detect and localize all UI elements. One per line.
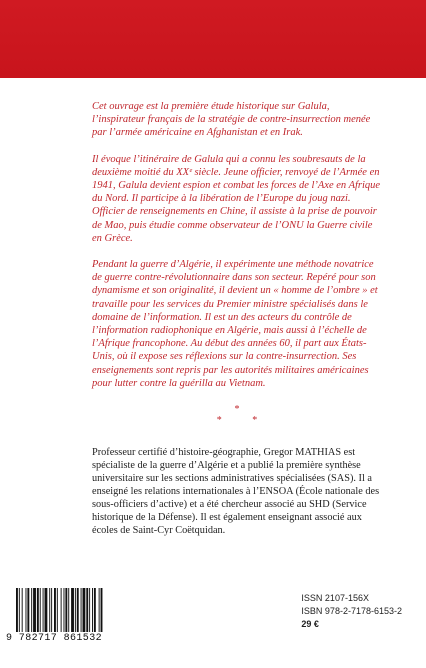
barcode-bar [26, 588, 27, 632]
price-text: 29 € [301, 619, 319, 629]
barcode-bar [27, 588, 29, 632]
isbn-text: ISBN 978-2-7178-6153-2 [301, 606, 402, 616]
barcode-bar [99, 588, 100, 632]
barcode-bar [101, 588, 103, 632]
barcode-bar [57, 588, 58, 632]
barcode-bar [54, 588, 56, 632]
barcode-bar [65, 588, 67, 632]
asterism-top: * [234, 404, 240, 416]
barcode-bar [83, 588, 86, 632]
barcode-bar [92, 588, 93, 632]
barcode-bar [81, 588, 82, 632]
barcode-bar [37, 588, 39, 632]
barcode-digits: 9 782717 861532 [6, 633, 136, 644]
red-header-band [0, 0, 426, 78]
barcode-bars [6, 588, 136, 634]
summary-algeria: Pendant la guerre d’Algérie, il expérimente une méthode novatrice de guerre contre-révolutionnaire dans son secteur. Repéré pour son dynamisme et son originalité, il devient un « homme de l’ombre » et travaille pour les services du Premier ministre spécialisés dans le domaine de l’information. Il est un des acteurs du contrôle de l’information radiophonique en Algérie, mais aussi à l’échelle de l’Afrique francophone. Au début des années 60, il part aux États-Unis, où il expose ses réflexions sur la contre-insurrection. Ses enseignements sont repris par les autorités militaires américaines pour lutter contre la guérilla au Vietnam. [92, 259, 378, 389]
barcode-bar [22, 588, 23, 632]
publishing-info [301, 592, 402, 631]
barcode-bar [77, 588, 79, 632]
barcode-bar [43, 588, 44, 632]
issn-text: ISSN 2107-156X [301, 593, 369, 603]
summary-intro: Cet ouvrage est la première étude historique sur Galula, l’inspirateur français de la stratégie de contre-insurrection menée par l’armée américaine en Afghanistan et en Irak. [92, 101, 371, 139]
asterism-separator [92, 404, 382, 426]
barcode-bar [75, 588, 76, 632]
barcode-bar [71, 588, 74, 632]
barcode-bar [31, 588, 32, 632]
cover-text [92, 100, 382, 537]
barcode-bar [33, 588, 36, 632]
asterism-bottom: * * [216, 415, 272, 427]
barcode-bar [16, 588, 18, 632]
barcode-bar [94, 588, 96, 632]
barcode-bar [64, 588, 65, 632]
author-bio: Professeur certifié d’histoire-géographie, Gregor MATHIAS est spécialiste de la guerre d’Algérie et a publié la première synthèse universitaire sur les sections administratives spécialisées (SAS). Il a enseigné les relations internationales à l’ENSOA (École nationale des sous-officiers d’active) et a été chercheur associé au SHD (Service historique de la Défense). Il est également enseignant associé aux écoles de Saint-Cyr Coëtquidan. [92, 447, 380, 537]
barcode-bar [89, 588, 90, 632]
barcode-bar [86, 588, 88, 632]
barcode-bar [61, 588, 62, 632]
barcode-bar [40, 588, 41, 632]
barcode-bar [68, 588, 69, 632]
barcode-bar [51, 588, 52, 632]
summary-career: Il évoque l’itinéraire de Galula qui a connu les soubresauts de la deuxième moitié du XXᵉ siècle. Jeune officier, renvoyé de l’Armée en 1941, Galula devient espion et combat les forces de l’Axe en Afrique du Nord. Il participe à la libération de l’Europe du joug nazi. Officier de renseignements en Chine, il assiste à la prise de pouvoir de Mao, puis étudie comme observateur de l’ONU la Guerre civile en Grèce. [92, 153, 381, 244]
barcode-bar [19, 588, 20, 632]
barcode-bar [49, 588, 50, 632]
barcode-bar [45, 588, 48, 632]
